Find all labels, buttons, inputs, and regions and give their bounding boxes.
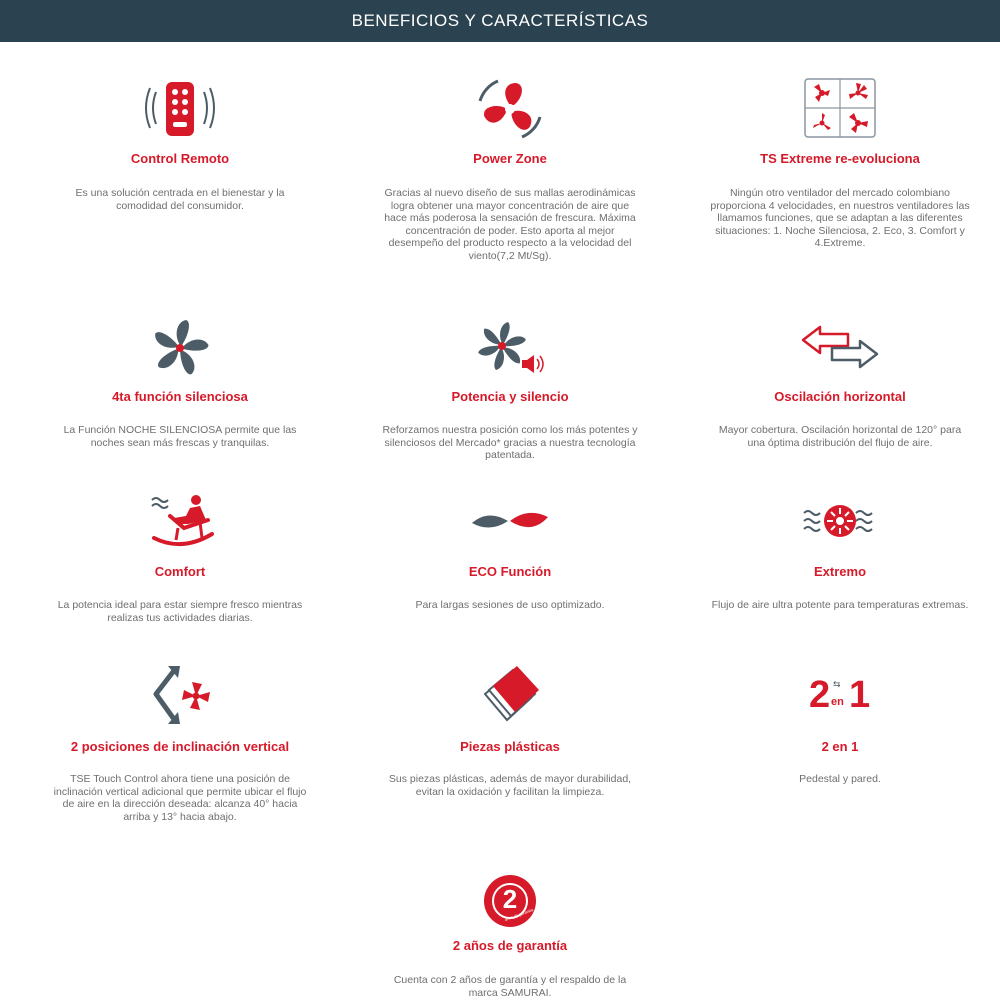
page-header [0, 0, 1000, 42]
warranty-ring-text: años de garantía [503, 907, 534, 923]
two-in-one-right: 1 [849, 674, 871, 716]
feature-description: Mayor cobertura. Oscilación horizontal de 120° para una óptima distribución del flujo de aire. [718, 424, 962, 449]
feature-title: 4ta función silenciosa [112, 389, 248, 404]
warranty-icon [483, 874, 537, 928]
feature-description: TSE Touch Control ahora tiene una posición de inclinación vertical adicional que permite ubicar el flujo de aire en la dirección deseada: alcanza 40° hacia arriba y 13° hacia abajo. [53, 773, 307, 823]
feature-description: Pedestal y pared. [799, 773, 881, 785]
feature-description: Es una solución centrada en el bienestar y la comodidad del consumidor. [75, 187, 285, 212]
silent-fan-icon [143, 316, 217, 380]
remote-control-icon [140, 78, 220, 138]
feature-title: Potencia y silencio [451, 389, 569, 404]
feature-description: Cuenta con 2 años de garantía y el respaldo de la marca SAMURAI. [393, 974, 627, 999]
four-speeds-icon [803, 78, 877, 138]
warranty-number: 2 [502, 884, 518, 914]
rocking-chair-icon [140, 490, 220, 552]
feature-description: Gracias al nuevo diseño de sus mallas aerodinámicas logra obtener una mayor concentración de aire que hace más poderosa la sensación de frescura. Máxima concentración de poder. Esto aporta al mejor desempeño del producto respecto a la velocidad del viento(7,2 Mt/Sg). [384, 187, 636, 262]
feature-title: Comfort [154, 564, 206, 579]
feature-description: Sus piezas plásticas, además de mayor durabilidad, evitan la oxidación y facilitan la limpieza. [388, 773, 632, 798]
horizontal-arrows-icon [800, 324, 880, 370]
leaves-icon [470, 509, 550, 535]
tilt-fan-icon [140, 664, 220, 728]
feature-description: La potencia ideal para estar siempre fresco mientras realizas tus actividades diarias. [57, 599, 303, 624]
page-title: BENEFICIOS Y CARACTERÍSTICAS [351, 11, 649, 30]
feature-description: La Función NOCHE SILENCIOSA permite que las noches sean más frescas y tranquilas. [63, 424, 297, 449]
feature-title: TS Extreme re-evoluciona [760, 151, 920, 166]
feature-title: 2 posiciones de inclinación vertical [70, 739, 290, 754]
feature-title: 2 en 1 [821, 739, 859, 754]
two-in-one-arrows: ⇆ [833, 680, 841, 690]
two-in-one-big: 2 [809, 674, 831, 716]
feature-title: 2 años de garantía [452, 938, 568, 953]
feature-title: Control Remoto [130, 151, 230, 166]
two-in-one-icon [805, 674, 875, 718]
fan-speaker-icon [470, 318, 550, 378]
feature-title: Piezas plásticas [460, 739, 560, 754]
power-zone-fan-icon [470, 78, 550, 140]
feature-description: Reforzamos nuestra posición como los más potentes y silenciosos del Mercado* gracias a nuestra tecnología patentada. [382, 424, 638, 461]
feature-title: Power Zone [473, 151, 547, 166]
feature-title: ECO Función [468, 564, 552, 579]
feature-title: Oscilación horizontal [774, 389, 906, 404]
feature-description: Para largas sesiones de uso optimizado. [415, 599, 605, 611]
feature-description: Ningún otro ventilador del mercado colombiano proporciona 4 velocidades, en nuestros ventiladores las llamamos funciones, que se adaptan a las diferentes situaciones: 1. Noche Silenciosa, 2. Eco, 3. Comfort y 4.Extreme. [710, 187, 970, 249]
feature-title: Extremo [813, 564, 867, 579]
plastic-pieces-icon [475, 664, 545, 728]
feature-description: Flujo de aire ultra potente para temperaturas extremas. [711, 599, 969, 611]
two-in-one-small: en [831, 696, 844, 708]
extreme-airflow-icon [800, 503, 880, 539]
